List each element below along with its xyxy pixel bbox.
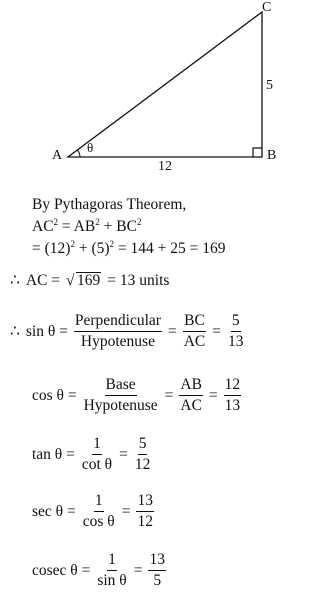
calculation-line: = $(12)^2 + (5)^2 = 144 + 25 = 169$: [32, 238, 226, 257]
fraction: $\frac{12}{13}$: [224, 376, 241, 415]
vertex-c-label: C: [262, 0, 272, 15]
sec-equation: sec θ = $\frac{1}{\text{cos θ}}$ = $\frac{13}{12}$: [32, 492, 153, 531]
fraction: $\frac{\text{Base}}{\text{Hypotenuse}}$: [83, 376, 158, 415]
fraction: $\frac{13}{12}$: [137, 492, 153, 531]
ac-result-line: ∴ AC = √ 169 = 13 units: [10, 271, 170, 289]
fraction: $\frac{1}{\text{sin θ}}$: [97, 551, 127, 590]
fraction: $\frac{5}{13}$: [228, 312, 244, 351]
theorem-heading: By Pythagoras Theorem,: [32, 196, 187, 213]
cos-equation: cos θ = $\frac{\text{Base}}{\text{Hypotenuse}}$ = $\frac{AB}{AC}$ = $\frac{12}{13}$: [32, 376, 241, 415]
right-angle-marker: [253, 148, 262, 157]
fraction: $\frac{BC}{AC}$: [183, 312, 206, 351]
sin-equation: ∴ sin θ = $\frac{\text{Perpendicular}}{\text{Hypotenuse}}$ = $\frac{BC}{AC}$ = $\frac{5}{13}$: [10, 312, 244, 351]
radical-sign: √: [66, 271, 75, 289]
right-triangle-diagram: [0, 0, 293, 180]
fraction: $\frac{\text{Perpendicular}}{\text{Hypotenuse}}$: [74, 312, 161, 351]
angle-theta-label: θ: [87, 140, 94, 155]
cosec-equation: cosec θ = $\frac{1}{\text{sin θ}}$ = $\frac{13}{5}$: [32, 551, 165, 590]
fraction: $\frac{5}{12}$: [134, 435, 151, 474]
triangle-shape: [68, 12, 262, 157]
fraction: $\frac{1}{\text{cot θ}}$: [81, 435, 113, 474]
side-bc-label: 5: [266, 78, 273, 93]
pythagoras-equation: $AC^2 = AB^2 + BC^2$: [32, 216, 142, 235]
angle-arc: [78, 150, 80, 157]
fraction: $\frac{13}{5}$: [149, 551, 165, 590]
therefore-symbol: ∴: [10, 323, 20, 341]
side-ab-label: 12: [158, 159, 172, 174]
fraction: $\frac{AB}{AC}$: [180, 376, 202, 415]
square-root: √ 169: [66, 271, 101, 289]
fraction: $\frac{1}{\text{cos θ}}$: [82, 492, 115, 531]
therefore-symbol: ∴: [10, 272, 20, 289]
tan-equation: tan θ = $\frac{1}{\text{cot θ}}$ = $\frac{5}{12}$: [32, 435, 151, 474]
vertex-b-label: B: [267, 148, 277, 163]
vertex-a-label: A: [52, 148, 63, 163]
